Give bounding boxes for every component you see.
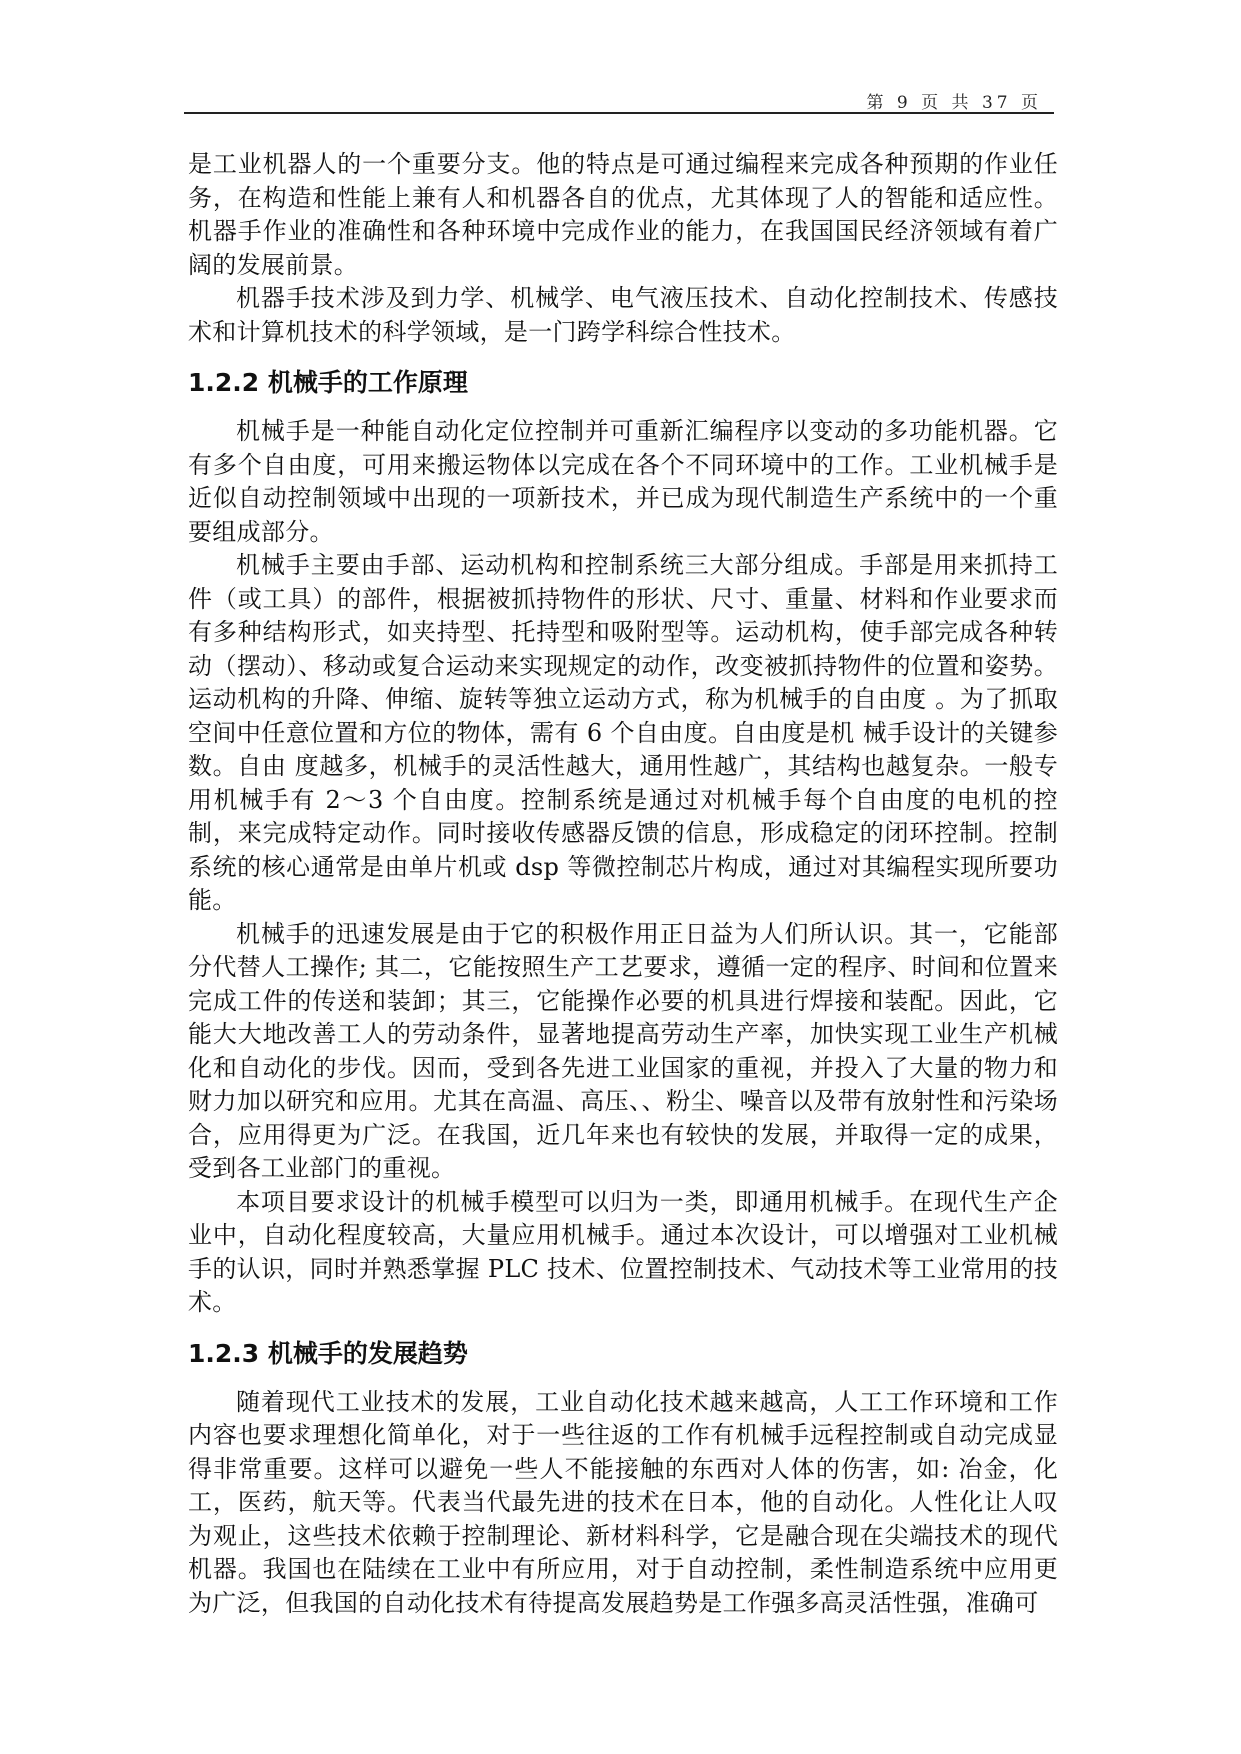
document-body (188, 148, 1058, 1620)
page-number: 第 9 页 共 37 页 (866, 93, 1042, 113)
paragraph: 机械手主要由手部、运动机构和控制系统三大部分组成。手部是用来抓持工件（或工具）的部件，根据被抓持物件的形状、尺寸、重量、材料和作业要求而有多种结构形式，如夹持型、托持型和吸附型等。运动机构，使手部完成各种转动（摆动）、移动或复合运动来实现规定的动作，改变被抓持物件的位置和姿势。运动机构的升降、伸缩、旋转等独立运动方式，称为机械手的自由度 。为了抓取空间中任意位置和方位的物体，需有 6 个自由度。自由度是机 械手设计的关键参数。自由 度越多，机械手的灵活性越大，通用性越广，其结构也越复杂。一般专用机械手有 2～3 个自由度。控制系统是通过对机械手每个自由度的电机的控制，来完成特定动作。同时接收传感器反馈的信息，形成稳定的闭环控制。控制系统的核心通常是由单片机或 dsp 等微控制芯片构成，通过对其编程实现所要功能。 (188, 551, 1058, 914)
paragraph: 随着现代工业技术的发展，工业自动化技术越来越高，人工工作环境和工作内容也要求理想化简单化，对于一些往返的工作有机械手远程控制或自动完成显得非常重要。这样可以避免一些人不能接触的东西对人体的伤害，如: 冶金，化工，医药，航天等。代表当代最先进的技术在日本，他的自动化。人性化让人叹为观止，这些技术依赖于控制理论、新材料科学，它是融合现在尖端技术的现代机器。我国也在陆续在工业中有所应用，对于自动控制，柔性制造系统中应用更为广泛，但我国的自动化技术有待提高发展趋势是工作强多高灵活性强，准确可 (188, 1387, 1058, 1617)
paragraph: 机械手是一种能自动化定位控制并可重新汇编程序以变动的多功能机器。它有多个自由度，可用来搬运物体以完成在各个不同环境中的工作。工业机械手是近似自动控制领域中出现的一项新技术，并已成为现代制造生产系统中的一个重要组成部分。 (188, 417, 1058, 546)
paragraph: 本项目要求设计的机械手模型可以归为一类，即通用机械手。在现代生产企业中，自动化程度较高，大量应用机械手。通过本次设计，可以增强对工业机械手的认识，同时并熟悉掌握 PLC 技术、位置控制技术、气动技术等工业常用的技术。 (188, 1187, 1058, 1316)
section-heading: 1.2.3 机械手的发展趋势 (188, 1338, 468, 1368)
section-heading: 1.2.2 机械手的工作原理 (188, 368, 468, 397)
paragraph: 机器手技术涉及到力学、机械学、电气液压技术、自动化控制技术、传感技术和计算机技术的科学领域，是一门跨学科综合性技术。 (188, 284, 1058, 346)
paragraph: 机械手的迅速发展是由于它的积极作用正日益为人们所认识。其一，它能部分代替人工操作; 其二，它能按照生产工艺要求，遵循一定的程序、时间和位置来完成工件的传送和装卸；其三，它能操作必要的机具进行焊接和装配。因此，它能大大地改善工人的劳动条件，显著地提高劳动生产率，加快实现工业生产机械化和自动化的步伐。因而，受到各先进工业国家的重视，并投入了大量的物力和财力加以研究和应用。尤其在高温、高压、、粉尘、噪音以及带有放射性和污染场合，应用得更为广泛。在我国，近几年来也有较快的发展，并取得一定的成果，受到各工业部门的重视。 (188, 919, 1058, 1182)
paragraph: 是工业机器人的一个重要分支。他的特点是可通过编程来完成各种预期的作业任务，在构造和性能上兼有人和机器各自的优点，尤其体现了人的智能和适应性。机器手作业的准确性和各种环境中完成作业的能力，在我国国民经济领域有着广阔的发展前景。 (188, 150, 1058, 279)
page-header (184, 84, 1054, 114)
